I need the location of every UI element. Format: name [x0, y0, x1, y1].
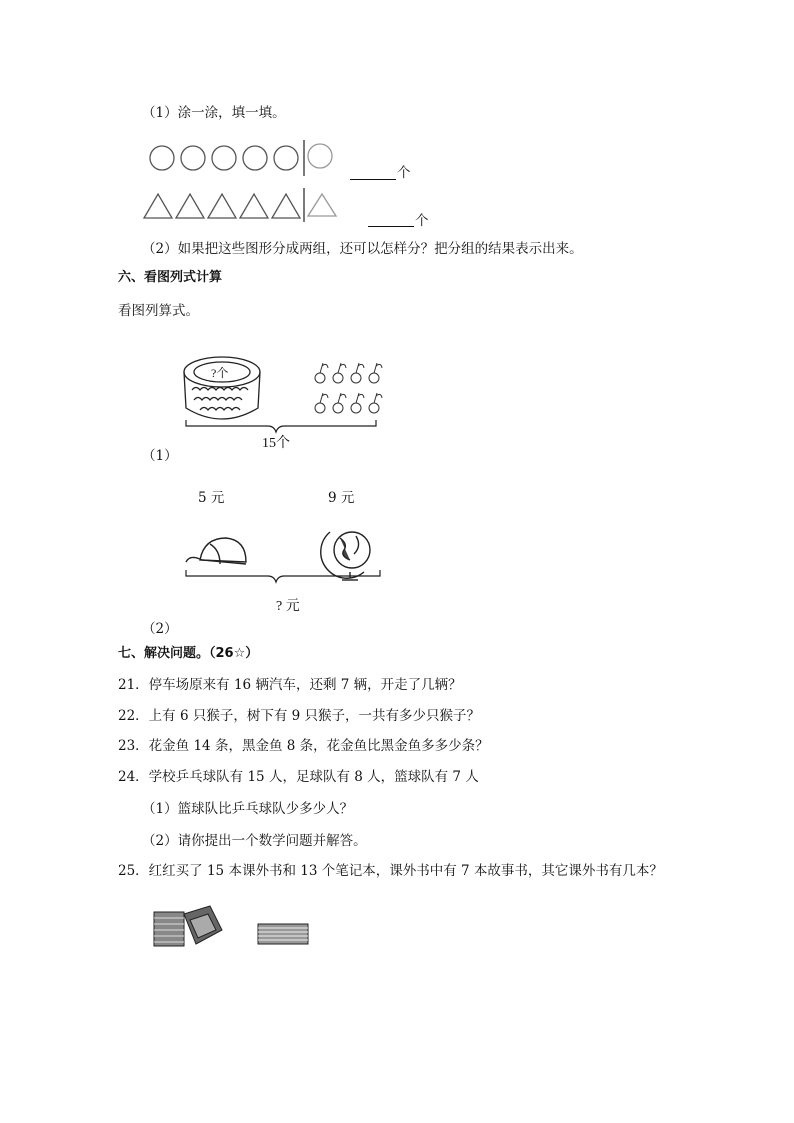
section-6-instruction: 看图列算式。 — [118, 303, 199, 319]
cap-icon — [186, 538, 246, 564]
figure-1-total-label: 15个 — [262, 436, 290, 451]
triangles-row — [142, 188, 342, 222]
triangle-icon — [308, 194, 336, 216]
basket-label: ?个 — [211, 366, 229, 380]
notebooks-icon — [258, 924, 308, 944]
circle-icon — [274, 146, 298, 170]
total-brace — [186, 420, 376, 432]
figure-2-number: （2） — [142, 621, 178, 637]
figure-2-total-label: ? 元 — [276, 599, 300, 614]
q5-part2-text: （2）如果把这些图形分成两组，还可以怎样分？把分组的结果表示出来。 — [142, 241, 583, 257]
apple-icon — [315, 363, 382, 413]
circles-row — [148, 140, 338, 176]
triangle-icon — [208, 194, 236, 218]
question-22: 22．上有 6 只猴子，树下有 9 只猴子，一共有多少只猴子？ — [118, 708, 481, 724]
circle-icon — [243, 146, 267, 170]
globe-price: 9 元 — [328, 490, 355, 506]
blank-unit-1: 个 — [397, 165, 411, 181]
question-23: 23．花金鱼 14 条，黑金鱼 8 条，花金鱼比黑金鱼多多少条？ — [118, 738, 489, 754]
cap-price: 5 元 — [198, 490, 225, 506]
question-24-part2: （2）请你提出一个数学问题并解答。 — [142, 833, 367, 849]
section-7-heading: 七、解决问题。（26☆） — [118, 646, 259, 661]
circle-icon — [181, 146, 205, 170]
circle-icon — [150, 146, 174, 170]
triangle-icon — [272, 194, 300, 218]
question-21: 21．停车场原来有 16 辆汽车，还剩 7 辆，开走了几辆？ — [118, 677, 462, 693]
blank-unit-2: 个 — [415, 213, 429, 229]
answer-blank-1[interactable] — [350, 179, 396, 180]
figure-2-cap-globe — [180, 520, 390, 600]
answer-blank-2[interactable] — [368, 226, 414, 227]
circle-icon — [308, 144, 332, 168]
q5-part1-text: （1）涂一涂，填一填。 — [142, 105, 286, 121]
triangle-icon — [144, 194, 172, 218]
section-6-heading: 六、看图列式计算 — [118, 270, 223, 285]
figure-1-number: （1） — [142, 448, 178, 464]
books-icon — [154, 906, 222, 946]
circle-icon — [212, 146, 236, 170]
books-image — [150, 900, 320, 952]
triangle-icon — [240, 194, 268, 218]
triangle-icon — [176, 194, 204, 218]
question-25: 25．红红买了 15 本课外书和 13 个笔记本，课外书中有 7 本故事书，其它课外书有几本？ — [118, 863, 663, 879]
question-24: 24．学校乒乓球队有 15 人，足球队有 8 人，篮球队有 7 人 — [118, 769, 479, 785]
globe-icon — [321, 532, 370, 580]
question-24-part1: （1）篮球队比乒乓球队少多少人？ — [142, 801, 354, 817]
